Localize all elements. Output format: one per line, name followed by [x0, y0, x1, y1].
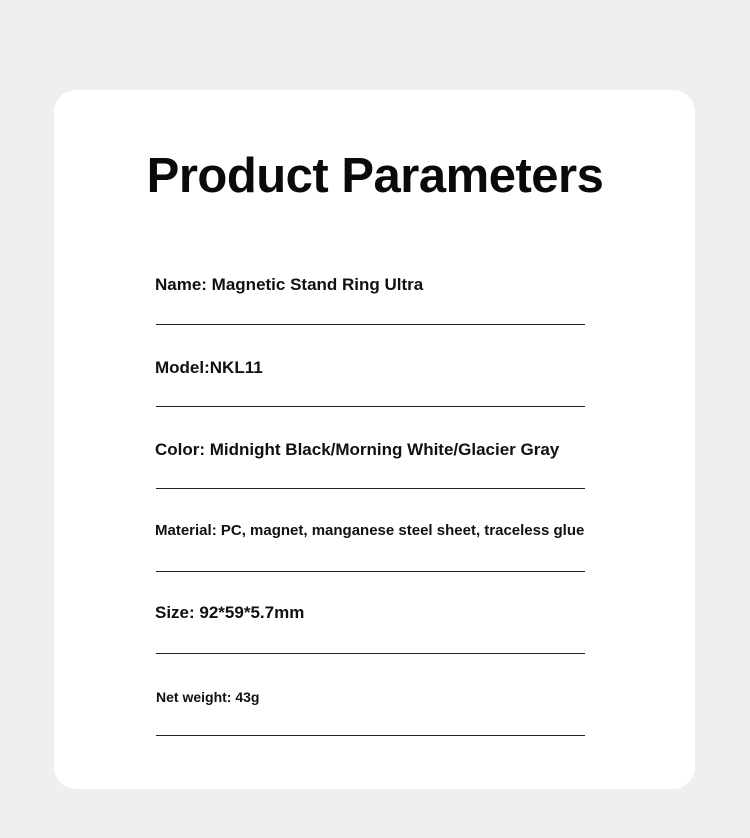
param-model: Model:NKL11: [155, 358, 263, 377]
param-material: Material: PC, magnet, manganese steel sheet, traceless glue: [155, 522, 585, 539]
param-net-weight: Net weight: 43g: [156, 689, 260, 705]
param-name: Name: Magnetic Stand Ring Ultra: [155, 275, 424, 294]
divider: [156, 735, 585, 736]
divider: [156, 571, 585, 572]
param-size: Size: 92*59*5.7mm: [155, 603, 305, 622]
divider: [156, 324, 585, 325]
page-title: Product Parameters: [146, 149, 604, 203]
divider: [156, 406, 585, 407]
divider: [156, 488, 585, 489]
param-color: Color: Midnight Black/Morning White/Glacier Gray: [155, 440, 560, 459]
divider: [156, 653, 585, 654]
